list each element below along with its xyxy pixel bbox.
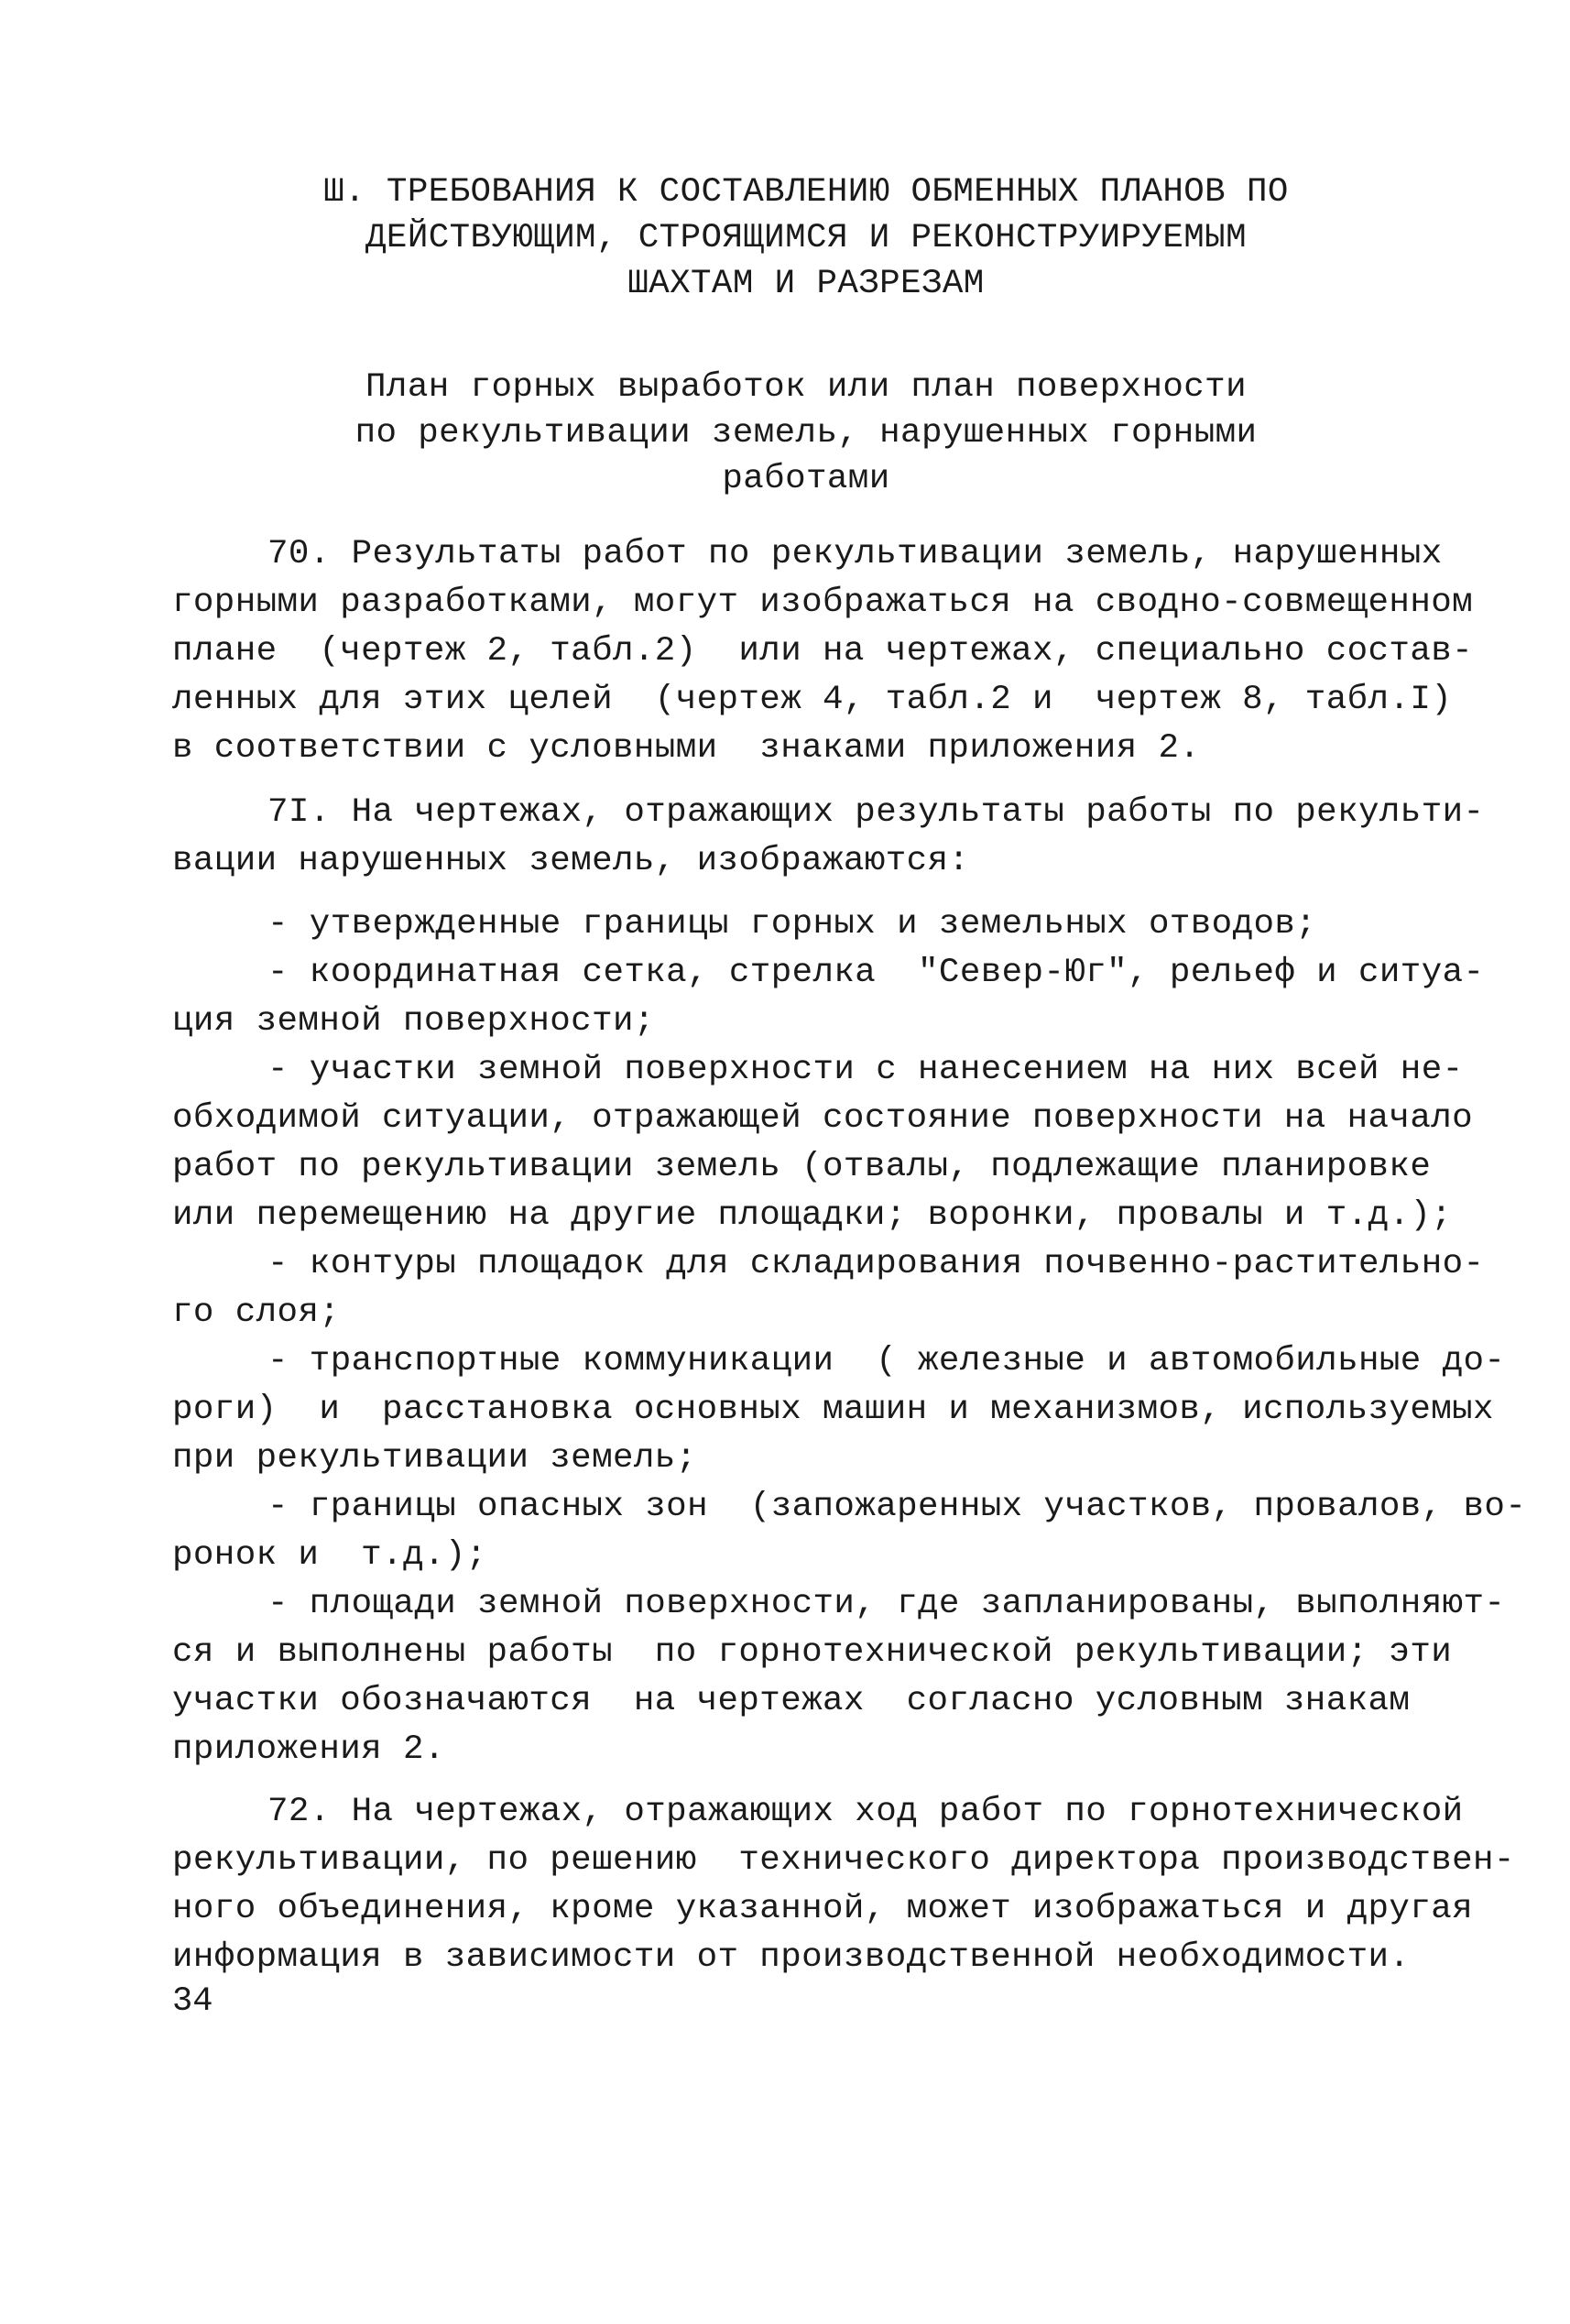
paragraph-71-line: вации нарушенных земель, изображаются: (172, 842, 970, 880)
paragraph-70-line: ленных для этих целей (чертеж 4, табл.2 и чертеж 8, табл.I) (172, 681, 1453, 719)
list-item-line: - контуры площадок для складирования почвенно-растительно- (267, 1245, 1485, 1283)
paragraph-71-line: 7I. На чертежах, отражающих результаты работы по рекульти- (267, 793, 1485, 832)
section-title-line: ШАХТАМ И РАЗРЕЗАМ (627, 265, 985, 303)
section-title-line: ДЕЙСТВУЮЩИМ, СТРОЯЩИМСЯ И РЕКОНСТРУИРУЕМЫМ (365, 219, 1247, 257)
list-item-line: - утвержденные границы горных и земельных отводов; (267, 905, 1317, 944)
section-title-line: Ш. ТРЕБОВАНИЯ К СОСТАВЛЕНИЮ ОБМЕННЫХ ПЛАНОВ ПО (323, 173, 1289, 212)
list-item-line: или перемещению на другие площадки; воронки, провалы и т.д.); (172, 1196, 1453, 1235)
list-item-line: участки обозначаются на чертежах согласно условным знакам (172, 1682, 1411, 1720)
list-item-line: работ по рекультивации земель (отвалы, подлежащие планировке (172, 1148, 1432, 1186)
paragraph-72-line: рекультивации, по решению технического директора производствен- (172, 1841, 1515, 1880)
list-item-line: ция земной поверхности; (172, 1002, 655, 1041)
paragraph-72-line: информация в зависимости от производственной необходимости. (172, 1938, 1411, 1977)
paragraph-72-line: 72. На чертежах, отражающих ход работ по горнотехнической (267, 1793, 1464, 1831)
section-title (275, 169, 1337, 307)
page-number: 34 (172, 1982, 213, 2021)
list-item-line: роги) и расстановка основных машин и механизмов, используемых (172, 1391, 1494, 1429)
paragraph-70-line: плане (чертеж 2, табл.2) или на чертежах, специально состав- (172, 632, 1474, 671)
paragraph-70-line: в соответствии с условными знаками приложения 2. (172, 729, 1201, 768)
paragraph-70-line: горными разработками, могут изображаться на сводно-совмещенном (172, 584, 1474, 622)
paragraph-72-line: ного объединения, кроме указанной, может изображаться и другая (172, 1890, 1474, 1928)
list-item-line: при рекультивации земель; (172, 1439, 697, 1478)
list-item-line: - площади земной поверхности, где запланированы, выполняют- (267, 1585, 1506, 1623)
list-item-line: го слоя; (172, 1293, 341, 1332)
paragraph-70-line: 70. Результаты работ по рекультивации земель, нарушенных (267, 535, 1443, 573)
list-item-line: - границы опасных зон (запожаренных участков, провалов, во- (267, 1488, 1527, 1526)
list-item-line: - координатная сетка, стрелка "Север-Юг", рельеф и ситуа- (267, 954, 1485, 992)
subsection-title-line: План горных выработок или план поверхности (365, 368, 1247, 407)
subsection-title-line: по рекультивации земель, нарушенных горными (354, 414, 1258, 453)
subsection-title (275, 365, 1337, 502)
list-item-line: приложения 2. (172, 1730, 445, 1769)
list-item-line: ся и выполнены работы по горнотехнической рекультивации; эти (172, 1633, 1453, 1672)
list-item-line: обходимой ситуации, отражающей состояние поверхности на начало (172, 1099, 1474, 1138)
list-item-line: ронок и т.д.); (172, 1536, 487, 1575)
list-item-line: - участки земной поверхности с нанесением на них всей не- (267, 1051, 1464, 1089)
subsection-title-line: работами (722, 460, 890, 498)
list-item-line: - транспортные коммуникации ( железные и автомобильные до- (267, 1342, 1506, 1380)
